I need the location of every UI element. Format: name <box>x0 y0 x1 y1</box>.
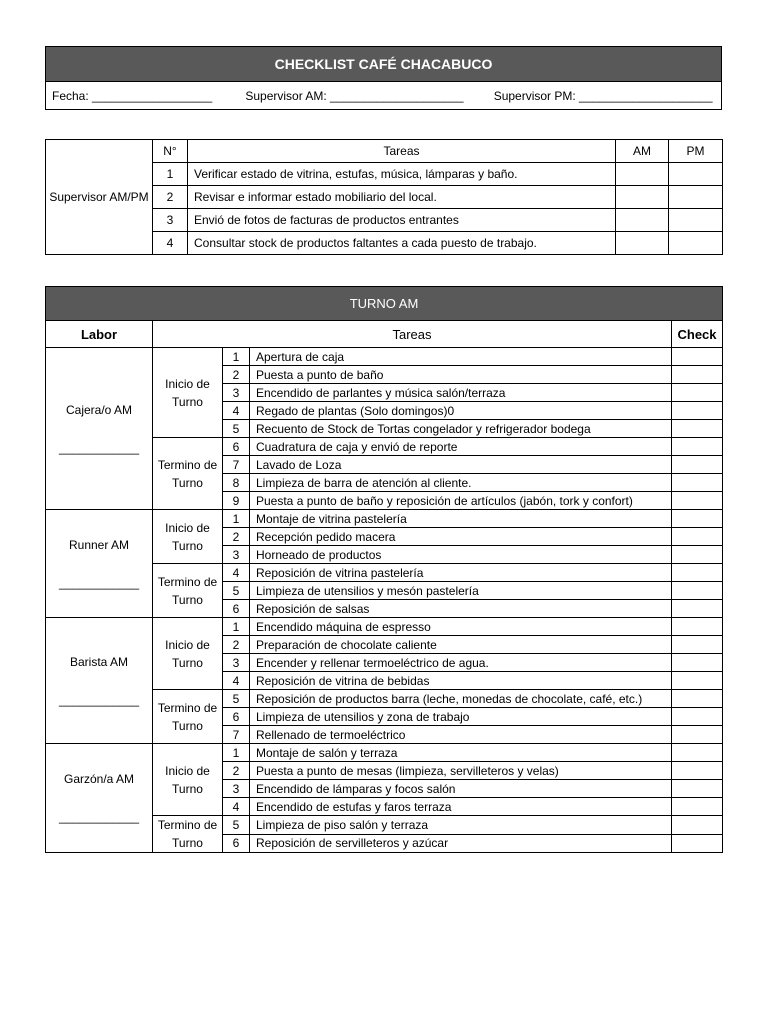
task-number: 7 <box>223 456 250 474</box>
task-text: Recepción pedido macera <box>250 528 672 546</box>
header-info-row <box>46 82 722 110</box>
check-cell[interactable] <box>672 456 723 474</box>
tareas-header: Tareas <box>153 321 672 348</box>
check-cell[interactable] <box>672 384 723 402</box>
supervisor-table <box>45 139 723 255</box>
task-number: 1 <box>223 618 250 636</box>
phase-label: Inicio de Turno <box>153 348 223 438</box>
am-check-cell[interactable] <box>616 186 669 209</box>
check-cell[interactable] <box>672 366 723 384</box>
check-cell[interactable] <box>672 402 723 420</box>
task-number: 2 <box>223 762 250 780</box>
task-number: 6 <box>223 438 250 456</box>
labor-header: Labor <box>46 321 153 348</box>
task-row <box>46 348 723 366</box>
am-check-cell[interactable] <box>616 232 669 255</box>
pm-check-cell[interactable] <box>669 163 723 186</box>
check-cell[interactable] <box>672 420 723 438</box>
check-cell[interactable] <box>672 564 723 582</box>
header-table <box>45 46 722 110</box>
task-number: 5 <box>223 690 250 708</box>
task-text: Reposición de servilleteros y azúcar <box>250 834 672 853</box>
task-text: Encendido de lámparas y focos salón <box>250 780 672 798</box>
task-text: Puesta a punto de baño <box>250 366 672 384</box>
check-cell[interactable] <box>672 744 723 762</box>
task-number: 6 <box>223 708 250 726</box>
task-text: Encendido de estufas y faros terraza <box>250 798 672 816</box>
task-text: Encender y rellenar termoeléctrico de agua. <box>250 654 672 672</box>
role-cell <box>46 348 153 510</box>
turno-title: TURNO AM <box>46 287 723 321</box>
task-number: 6 <box>223 834 250 853</box>
phase-label: Termino de Turno <box>153 564 223 618</box>
check-cell[interactable] <box>672 582 723 600</box>
phase-label: Inicio de Turno <box>153 744 223 816</box>
task-text: Horneado de productos <box>250 546 672 564</box>
role-cell <box>46 510 153 618</box>
task-row <box>46 744 723 762</box>
pm-check-cell[interactable] <box>669 232 723 255</box>
check-cell[interactable] <box>672 528 723 546</box>
task-text: Verificar estado de vitrina, estufas, música, lámparas y baño. <box>188 163 616 186</box>
task-number: 2 <box>223 528 250 546</box>
role-signature-line[interactable]: ____________ <box>58 692 140 707</box>
check-cell[interactable] <box>672 636 723 654</box>
task-row <box>46 510 723 528</box>
check-cell[interactable] <box>672 690 723 708</box>
task-number: 3 <box>223 384 250 402</box>
task-number: 2 <box>223 366 250 384</box>
supervisor-pm-field[interactable]: Supervisor PM: ____________________ <box>493 88 713 103</box>
role-name: Barista AM <box>69 654 129 669</box>
task-text: Preparación de chocolate caliente <box>250 636 672 654</box>
check-cell[interactable] <box>672 798 723 816</box>
task-text: Consultar stock de productos faltantes a cada puesto de trabajo. <box>188 232 616 255</box>
phase-label: Termino de Turno <box>153 438 223 510</box>
task-number: 5 <box>223 816 250 835</box>
task-text: Encendido máquina de espresso <box>250 618 672 636</box>
task-number: 1 <box>223 510 250 528</box>
task-row <box>46 618 723 636</box>
task-text: Reposición de vitrina pastelería <box>250 564 672 582</box>
role-signature-line[interactable]: ____________ <box>58 575 140 590</box>
fecha-field[interactable]: Fecha: __________________ <box>52 88 213 103</box>
task-number: 7 <box>223 726 250 744</box>
task-number: 5 <box>223 582 250 600</box>
supervisor-pm-header: PM <box>669 140 723 163</box>
task-text: Limpieza de barra de atención al cliente. <box>250 474 672 492</box>
task-number: 4 <box>153 232 188 255</box>
check-cell[interactable] <box>672 816 723 835</box>
task-number: 2 <box>153 186 188 209</box>
task-text: Reposición de productos barra (leche, monedas de chocolate, café, etc.) <box>250 690 672 708</box>
task-text: Montaje de salón y terraza <box>250 744 672 762</box>
task-number: 4 <box>223 798 250 816</box>
task-text: Limpieza de piso salón y terraza <box>250 816 672 835</box>
role-cell <box>46 618 153 744</box>
task-number: 3 <box>223 654 250 672</box>
check-cell[interactable] <box>672 762 723 780</box>
task-number: 3 <box>153 209 188 232</box>
supervisor-num-header: N° <box>153 140 188 163</box>
task-number: 5 <box>223 420 250 438</box>
task-number: 6 <box>223 600 250 618</box>
check-cell[interactable] <box>672 834 723 853</box>
task-number: 8 <box>223 474 250 492</box>
am-check-cell[interactable] <box>616 163 669 186</box>
task-text: Limpieza de utensilios y zona de trabajo <box>250 708 672 726</box>
task-number: 9 <box>223 492 250 510</box>
check-cell[interactable] <box>672 438 723 456</box>
check-cell[interactable] <box>672 600 723 618</box>
task-text: Revisar e informar estado mobiliario del local. <box>188 186 616 209</box>
task-text: Lavado de Loza <box>250 456 672 474</box>
turno-am-table <box>45 286 723 853</box>
phase-label: Inicio de Turno <box>153 510 223 564</box>
check-cell[interactable] <box>672 726 723 744</box>
task-text: Cuadratura de caja y envió de reporte <box>250 438 672 456</box>
role-name: Garzón/a AM <box>63 772 135 786</box>
task-number: 1 <box>223 348 250 366</box>
task-number: 4 <box>223 564 250 582</box>
check-cell[interactable] <box>672 618 723 636</box>
task-text: Recuento de Stock de Tortas congelador y refrigerador bodega <box>250 420 672 438</box>
task-number: 4 <box>223 402 250 420</box>
check-cell[interactable] <box>672 474 723 492</box>
task-number: 4 <box>223 672 250 690</box>
supervisor-am-header: AM <box>616 140 669 163</box>
task-text: Encendido de parlantes y música salón/terraza <box>250 384 672 402</box>
task-text: Envió de fotos de facturas de productos entrantes <box>188 209 616 232</box>
task-text: Apertura de caja <box>250 348 672 366</box>
check-cell[interactable] <box>672 510 723 528</box>
role-name: Cajera/o AM <box>65 402 133 417</box>
role-signature-line[interactable]: ____________ <box>58 810 140 824</box>
task-text: Puesta a punto de baño y reposición de artículos (jabón, tork y confort) <box>250 492 672 510</box>
check-cell[interactable] <box>672 654 723 672</box>
phase-label: Termino de Turno <box>153 816 223 853</box>
check-cell[interactable] <box>672 546 723 564</box>
task-number: 2 <box>223 636 250 654</box>
check-cell[interactable] <box>672 348 723 366</box>
check-cell[interactable] <box>672 780 723 798</box>
check-cell[interactable] <box>672 708 723 726</box>
role-name: Runner AM <box>68 537 130 552</box>
phase-label: Termino de Turno <box>153 690 223 744</box>
phase-label: Inicio de Turno <box>153 618 223 690</box>
role-signature-line[interactable]: ____________ <box>58 440 140 455</box>
task-text: Regado de plantas (Solo domingos)0 <box>250 402 672 420</box>
supervisor-role-label: Supervisor AM/PM <box>46 140 153 255</box>
task-text: Puesta a punto de mesas (limpieza, servilleteros y velas) <box>250 762 672 780</box>
am-check-cell[interactable] <box>616 209 669 232</box>
task-text: Rellenado de termoeléctrico <box>250 726 672 744</box>
task-text: Reposición de salsas <box>250 600 672 618</box>
task-text: Reposición de vitrina de bebidas <box>250 672 672 690</box>
supervisor-task-header: Tareas <box>188 140 616 163</box>
task-number: 3 <box>223 780 250 798</box>
task-number: 3 <box>223 546 250 564</box>
pm-check-cell[interactable] <box>669 186 723 209</box>
role-cell <box>46 744 153 853</box>
pm-check-cell[interactable] <box>669 209 723 232</box>
check-cell[interactable] <box>672 492 723 510</box>
supervisor-am-field[interactable]: Supervisor AM: ____________________ <box>245 88 464 103</box>
task-number: 1 <box>153 163 188 186</box>
task-number: 1 <box>223 744 250 762</box>
check-header: Check <box>672 321 723 348</box>
page-title: CHECKLIST CAFÉ CHACABUCO <box>46 47 722 82</box>
task-text: Limpieza de utensilios y mesón pastelería <box>250 582 672 600</box>
task-text: Montaje de vitrina pastelería <box>250 510 672 528</box>
check-cell[interactable] <box>672 672 723 690</box>
